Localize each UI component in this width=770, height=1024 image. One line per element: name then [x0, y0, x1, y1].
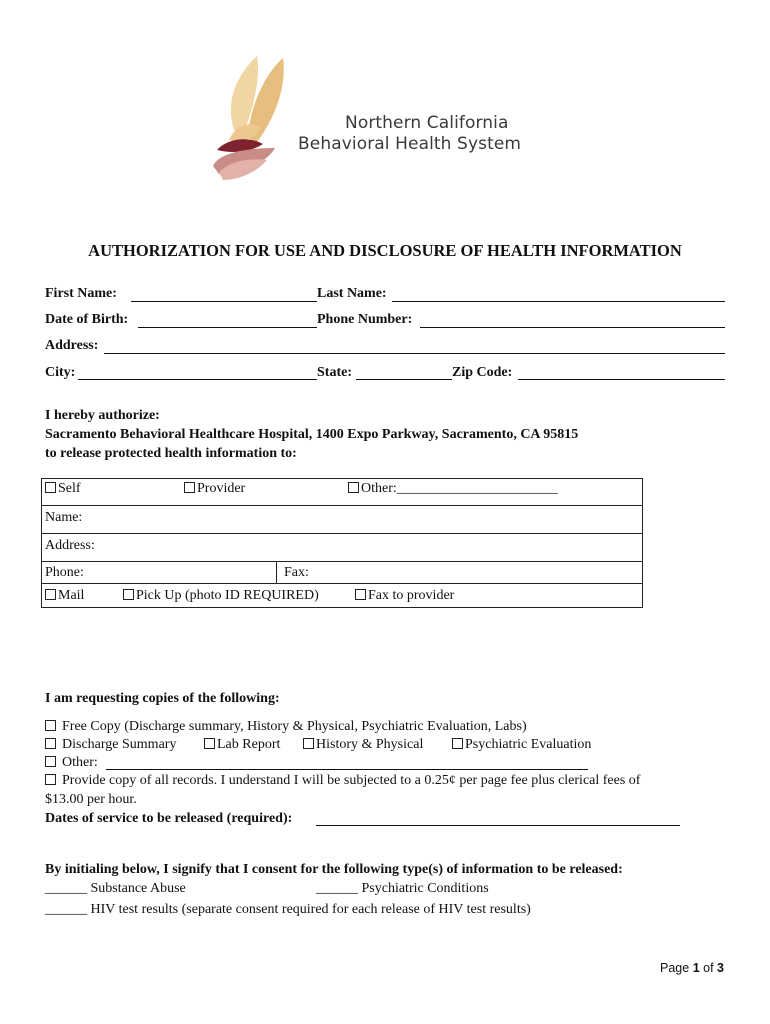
free-copy-label: Free Copy (Discharge summary, History & Physical, Psychiatric Evaluation, Labs): [62, 719, 527, 734]
hiv-results-initial[interactable]: ______ HIV test results (separate consent required for each release of HIV test results): [45, 902, 531, 917]
all-records-checkbox[interactable]: [45, 774, 56, 785]
page-title: AUTHORIZATION FOR USE AND DISCLOSURE OF HEALTH INFORMATION: [88, 241, 682, 260]
dob-field[interactable]: [138, 327, 317, 328]
mail-checkbox[interactable]: [45, 589, 56, 600]
address-field[interactable]: [104, 353, 725, 354]
history-physical-option[interactable]: [303, 737, 423, 753]
substance-abuse-initial[interactable]: ______ Substance Abuse: [45, 881, 186, 896]
provider-label: Provider: [197, 481, 246, 496]
recipient-fax-label: Fax:: [284, 565, 309, 580]
last-name-label: Last Name:: [317, 286, 387, 301]
psychiatric-conditions-initial[interactable]: ______ Psychiatric Conditions: [316, 881, 489, 896]
org-name-line2: Behavioral Health System: [298, 134, 522, 154]
other-checkbox[interactable]: [348, 482, 359, 493]
last-name-field[interactable]: [392, 301, 725, 302]
dates-of-service-field[interactable]: [316, 825, 680, 826]
psych-eval-option[interactable]: [452, 737, 591, 753]
pickup-label: Pick Up (photo ID REQUIRED): [136, 588, 319, 603]
state-label: State:: [317, 365, 352, 380]
request-other-label: Other:: [62, 755, 98, 770]
org-name: [298, 113, 521, 155]
recipient-divider-1: [41, 505, 643, 506]
org-logo: [205, 48, 305, 188]
mail-label: Mail: [58, 588, 85, 603]
state-field[interactable]: [356, 379, 452, 380]
zip-code-field[interactable]: [518, 379, 725, 380]
self-option[interactable]: [45, 481, 81, 497]
dob-label: Date of Birth:: [45, 312, 129, 327]
consent-heading: By initialing below, I signify that I consent for the following type(s) of information to be released:: [45, 862, 623, 877]
lab-report-option[interactable]: [204, 737, 280, 753]
address-label: Address:: [45, 338, 99, 353]
zip-code-label: Zip Code:: [452, 365, 513, 380]
lab-report-label: Lab Report: [217, 737, 281, 752]
page-word: Page: [660, 961, 690, 975]
pickup-checkbox[interactable]: [123, 589, 134, 600]
lab-report-checkbox[interactable]: [204, 738, 215, 749]
self-label: Self: [58, 481, 81, 496]
other-label: Other:_______________________: [361, 481, 558, 496]
discharge-summary-checkbox[interactable]: [45, 738, 56, 749]
provider-option[interactable]: [184, 481, 245, 497]
request-other-checkbox[interactable]: [45, 756, 56, 767]
provider-checkbox[interactable]: [184, 482, 195, 493]
recipient-divider-2: [41, 533, 643, 534]
all-records-label-line2: $13.00 per hour.: [45, 792, 137, 807]
recipient-phone-label: Phone:: [45, 565, 84, 580]
pickup-option[interactable]: [123, 588, 319, 604]
recipient-divider-3: [41, 561, 643, 562]
request-other-option[interactable]: [45, 755, 98, 771]
free-copy-checkbox[interactable]: [45, 720, 56, 731]
first-name-field[interactable]: [131, 301, 317, 302]
page-total: 3: [717, 961, 724, 975]
recipient-address-label: Address:: [45, 538, 95, 553]
page-indicator: [660, 961, 724, 975]
fax-provider-option[interactable]: [355, 588, 454, 604]
fax-provider-checkbox[interactable]: [355, 589, 366, 600]
recipient-divider-4: [41, 583, 643, 584]
discharge-summary-option[interactable]: [45, 737, 176, 753]
city-label: City:: [45, 365, 76, 380]
recipient-name-label: Name:: [45, 510, 83, 525]
psych-eval-label: Psychiatric Evaluation: [465, 737, 592, 752]
all-records-option[interactable]: [45, 773, 640, 789]
self-checkbox[interactable]: [45, 482, 56, 493]
butterfly-logo-icon: [205, 48, 305, 188]
free-copy-option[interactable]: [45, 719, 527, 735]
phone-number-field[interactable]: [420, 327, 725, 328]
of-word: of: [703, 961, 714, 975]
psych-eval-checkbox[interactable]: [452, 738, 463, 749]
authorize-line2: Sacramento Behavioral Healthcare Hospital, 1400 Expo Parkway, Sacramento, CA 95815: [45, 427, 579, 442]
recipient-vdivider: [276, 561, 277, 583]
authorize-line3: to release protected health information to:: [45, 446, 297, 461]
city-field[interactable]: [78, 379, 317, 380]
mail-option[interactable]: [45, 588, 84, 604]
request-heading: I am requesting copies of the following:: [45, 691, 280, 706]
discharge-summary-label: Discharge Summary: [62, 737, 177, 752]
fax-provider-label: Fax to provider: [368, 588, 455, 603]
request-other-field[interactable]: [106, 769, 588, 770]
all-records-label: Provide copy of all records. I understand I will be subjected to a 0.25¢ per page fee plus clerical fees of: [62, 773, 641, 788]
first-name-label: First Name:: [45, 286, 117, 301]
history-physical-label: History & Physical: [316, 737, 424, 752]
authorize-line1: I hereby authorize:: [45, 408, 160, 423]
org-name-line1: Northern California: [345, 113, 509, 133]
other-option[interactable]: [348, 481, 558, 497]
page-number: 1: [692, 961, 700, 975]
dates-of-service-label: Dates of service to be released (required):: [45, 811, 293, 826]
phone-number-label: Phone Number:: [317, 312, 413, 327]
history-physical-checkbox[interactable]: [303, 738, 314, 749]
